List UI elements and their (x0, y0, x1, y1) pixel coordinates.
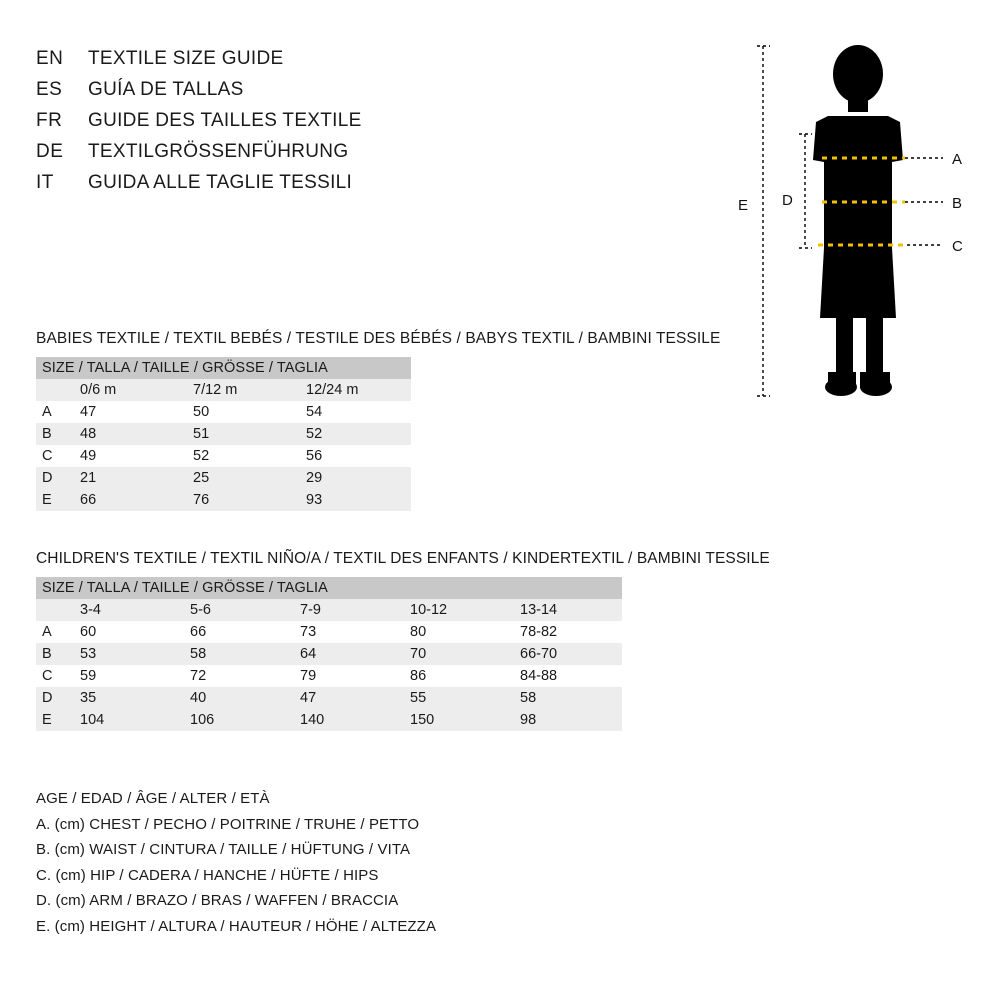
column-header: 10-12 (402, 599, 512, 621)
table-row (36, 423, 411, 445)
table-cell: 64 (292, 643, 402, 665)
language-code: DE (36, 141, 64, 162)
language-code: IT (36, 172, 54, 193)
legend-item: A. (cm) CHEST / PECHO / POITRINE / TRUHE / PETTO (36, 815, 420, 833)
table-cell: 79 (292, 665, 402, 687)
language-title: GUIDA ALLE TAGLIE TESSILI (88, 172, 353, 193)
figure-label-e: E (738, 197, 749, 214)
language-code: ES (36, 79, 63, 100)
table-row (36, 621, 622, 643)
child-silhouette-icon (813, 45, 903, 396)
table-cell: 106 (182, 709, 292, 731)
row-label: C (36, 445, 72, 467)
children-size-table (36, 577, 622, 731)
table-cell: 86 (402, 665, 512, 687)
table-cell: 66-70 (512, 643, 622, 665)
table-cell: 47 (72, 401, 185, 423)
corner-cell (36, 379, 72, 401)
corner-cell (36, 599, 72, 621)
measurement-legend (36, 790, 736, 943)
language-title-list (36, 48, 556, 203)
row-label: C (36, 665, 72, 687)
table-cell: 53 (72, 643, 182, 665)
table-row (36, 665, 622, 687)
table-cell: 150 (402, 709, 512, 731)
table-row (36, 643, 622, 665)
table-row (36, 489, 411, 511)
language-row (36, 110, 556, 141)
table-cell: 21 (72, 467, 185, 489)
language-code: EN (36, 48, 64, 69)
table-cell: 51 (185, 423, 298, 445)
legend-item: B. (cm) WAIST / CINTURA / TAILLE / HÜFTUNG / VITA (36, 841, 411, 858)
table-cell: 50 (185, 401, 298, 423)
table-row (36, 445, 411, 467)
language-code: FR (36, 110, 63, 131)
row-label: B (36, 643, 72, 665)
language-title: TEXTILGRÖSSENFÜHRUNG (88, 141, 349, 162)
figure-label-b: B (952, 195, 963, 212)
row-label: D (36, 687, 72, 709)
table-row (36, 401, 411, 423)
row-label: B (36, 423, 72, 445)
table-cell: 73 (292, 621, 402, 643)
legend-item: D. (cm) ARM / BRAZO / BRAS / WAFFEN / BRACCIA (36, 892, 399, 909)
table-cell: 72 (182, 665, 292, 687)
table-cell: 47 (292, 687, 402, 709)
language-row (36, 172, 556, 203)
children-table-section (36, 550, 826, 731)
table-row (36, 687, 622, 709)
column-header: 0/6 m (72, 379, 185, 401)
table-header-row (36, 357, 411, 379)
table-cell: 25 (185, 467, 298, 489)
table-cell: 56 (298, 445, 411, 467)
legend-item: E. (cm) HEIGHT / ALTURA / HAUTEUR / HÖHE / ALTEZZA (36, 917, 437, 935)
table-cell: 48 (72, 423, 185, 445)
table-cell: 59 (72, 665, 182, 687)
table-cell: 78-82 (512, 621, 622, 643)
column-header: 13-14 (512, 599, 622, 621)
column-header: 5-6 (182, 599, 292, 621)
table-row (36, 709, 622, 731)
table-cell: 54 (298, 401, 411, 423)
table-cell: 29 (298, 467, 411, 489)
language-row (36, 48, 556, 79)
table-cell: 66 (72, 489, 185, 511)
children-header-label: SIZE / TALLA / TAILLE / GRÖSSE / TAGLIA (36, 577, 622, 599)
language-title: TEXTILE SIZE GUIDE (88, 48, 284, 69)
babies-header-label: SIZE / TALLA / TAILLE / GRÖSSE / TAGLIA (36, 357, 411, 379)
table-header-row (36, 577, 622, 599)
row-label: A (36, 401, 72, 423)
legend-item: AGE / EDAD / ÂGE / ALTER / ETÀ (36, 790, 270, 807)
table-cell: 58 (182, 643, 292, 665)
legend-item: C. (cm) HIP / CADERA / HANCHE / HÜFTE / HIPS (36, 866, 379, 884)
table-cell: 70 (402, 643, 512, 665)
table-column-row (36, 599, 622, 621)
table-cell: 98 (512, 709, 622, 731)
column-header: 7/12 m (185, 379, 298, 401)
babies-table-caption: BABIES TEXTILE / TEXTIL BEBÉS / TESTILE DES BÉBÉS / BABYS TEXTIL / BAMBINI TESSILE (36, 330, 721, 347)
language-title: GUÍA DE TALLAS (88, 79, 244, 100)
babies-size-table (36, 357, 411, 511)
table-row (36, 467, 411, 489)
table-cell: 55 (402, 687, 512, 709)
table-cell: 84-88 (512, 665, 622, 687)
table-cell: 52 (298, 423, 411, 445)
table-cell: 104 (72, 709, 182, 731)
column-header: 7-9 (292, 599, 402, 621)
babies-table-section (36, 330, 796, 511)
table-cell: 76 (185, 489, 298, 511)
figure-label-c: C (952, 238, 963, 255)
table-cell: 40 (182, 687, 292, 709)
language-row (36, 79, 556, 110)
language-title: GUIDE DES TAILLES TEXTILE (88, 110, 362, 131)
table-cell: 35 (72, 687, 182, 709)
table-cell: 52 (185, 445, 298, 467)
table-column-row (36, 379, 411, 401)
row-label: E (36, 709, 72, 731)
table-cell: 49 (72, 445, 185, 467)
table-cell: 60 (72, 621, 182, 643)
table-cell: 80 (402, 621, 512, 643)
figure-label-a: A (952, 151, 963, 168)
row-label: A (36, 621, 72, 643)
language-row (36, 141, 556, 172)
row-label: E (36, 489, 72, 511)
column-header: 3-4 (72, 599, 182, 621)
table-cell: 58 (512, 687, 622, 709)
column-header: 12/24 m (298, 379, 411, 401)
table-cell: 140 (292, 709, 402, 731)
table-cell: 66 (182, 621, 292, 643)
row-label: D (36, 467, 72, 489)
children-table-caption: CHILDREN'S TEXTILE / TEXTIL NIÑO/A / TEXTIL DES ENFANTS / KINDERTEXTIL / BAMBINI TESSILE (36, 550, 770, 567)
figure-label-d: D (782, 192, 793, 209)
table-cell: 93 (298, 489, 411, 511)
